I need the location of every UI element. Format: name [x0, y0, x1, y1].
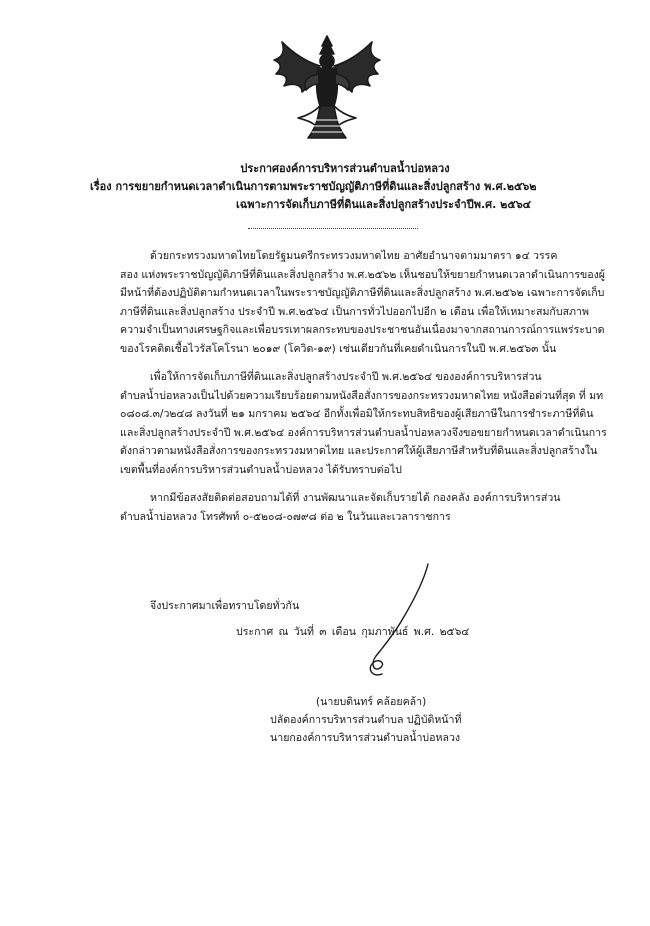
- signer-position: นายกองค์การบริหารส่วนตำบลน้ำบ่อหลวง: [270, 732, 461, 744]
- paragraph-line: ตำบลน้ำบ่อหลวงเป็นไปด้วยความเรียบร้อยตามหนังสือสั่งการของกระทรวงมหาดไทย หนังสือด่วนที่สุด ที่ มท: [120, 389, 604, 402]
- announcement-subject: เรื่อง การขยายกำหนดเวลาดำเนินการตามพระราชบัญญัติภาษีที่ดินและสิ่งปลูกสร้าง พ.ศ.๒๕๖๒: [90, 180, 537, 193]
- paragraph-line: หากมีข้อสงสัยติดต่อสอบถามได้ที่ งานพัฒนาและจัดเก็บรายได้ กองคลัง องค์การบริหารส่วน: [150, 492, 561, 504]
- announcement-date: ประกาศ ณ วันที่ ๓ เดือน กุมภาพันธ์ พ.ศ. ๒๕๖๔: [236, 626, 470, 638]
- paragraph-line: ภาษีที่ดินและสิ่งปลูกสร้าง ประจำปี พ.ศ.๒๕๖๔ เป็นการทั่วไปออกไปอีก ๒ เดือน เพื่อให้เหมาะสมกับสภาพ: [120, 305, 589, 318]
- paragraph-line: ด้วยกระทรวงมหาดไทยโดยรัฐมนตรีกระทรวงมหาดไทย อาศัยอำนาจตามมาตรา ๑๔ วรรค: [150, 250, 558, 262]
- announcement-org-title: ประกาศองค์การบริหารส่วนตำบลน้ำบ่อหลวง: [240, 162, 450, 175]
- signer-block: [270, 693, 590, 747]
- paragraph-line: ๐๘๐๘.๓/ว๒๔๘ ลงวันที่ ๒๑ มกราคม ๒๕๖๔ อีกทั้งเพื่อมิให้กระทบสิทธิของผู้เสียภาษีในการชำระภาษีที่ดิน: [120, 408, 594, 420]
- handwritten-signature: [340, 560, 450, 690]
- garuda-emblem-icon: [272, 34, 382, 142]
- paragraph-3: [120, 489, 561, 526]
- paragraph-line: ตำบลน้ำบ่อหลวง โทรศัพท์ ๐-๕๒๐๘-๐๗๙๘ ต่อ ๒ ในวันและเวลาราชการ: [120, 510, 451, 523]
- paragraph-line: สอง แห่งพระราชบัญญัติภาษีที่ดินและสิ่งปลูกสร้าง พ.ศ.๒๕๖๒ เห็นชอบให้ขยายกำหนดเวลาดำเนินการของผู้: [120, 268, 605, 281]
- signer-position: ปลัดองค์การบริหารส่วนตำบล ปฏิบัติหน้าที่: [270, 714, 462, 726]
- announcement-subject-line2: เฉพาะการจัดเก็บภาษีที่ดินและสิ่งปลูกสร้างประจำปีพ.ศ. ๒๕๖๔: [236, 198, 532, 211]
- paragraph-line: เพื่อให้การจัดเก็บภาษีที่ดินและสิ่งปลูกสร้างประจำปี พ.ศ.๒๕๖๔ ขององค์การบริหารส่วน: [150, 371, 542, 383]
- paragraph-2: [120, 368, 607, 479]
- paragraph-line: ของโรคติดเชื้อไวรัสโคโรนา ๒๐๑๙ (โควิด-๑๙) เช่นเดียวกันที่เคยดำเนินการในปี พ.ศ.๒๕๖๓ นั้น: [120, 342, 557, 355]
- paragraph-line: ความจำเป็นทางเศรษฐกิจและเพื่อบรรเทาผลกระทบของประชาชนอันเนื่องมาจากสถานการณ์การแพร่ระบาด: [120, 324, 605, 336]
- paragraph-1: [120, 247, 605, 358]
- signer-name: (นายบดินทร์ คล้อยคล้า): [316, 696, 427, 708]
- closing-statement: จึงประกาศมาเพื่อทราบโดยทั่วกัน: [150, 600, 300, 612]
- announcement-header: [90, 160, 600, 214]
- paragraph-line: และสิ่งปลูกสร้างประจำปี พ.ศ.๒๕๖๔ องค์การบริหารส่วนตำบลน้ำบ่อหลวงจึงขอขยายกำหนดเวลาดำเนินการ: [120, 426, 607, 439]
- header-separator: [248, 228, 418, 229]
- announcement-body: [120, 247, 607, 536]
- paragraph-line: ดังกล่าวตามหนังสือสั่งการของกระทรวงมหาดไทย และประกาศให้ผู้เสียภาษีสำหรับที่ดินและสิ่งปลูกสร้างใน: [120, 445, 598, 457]
- paragraph-line: มีหน้าที่ต้องปฏิบัติตามกำหนดเวลาในพระราชบัญญัติภาษีที่ดินและสิ่งปลูกสร้าง พ.ศ.๒๕๖๒ เฉพาะการจัดเก็บ: [120, 287, 605, 299]
- paragraph-line: เขตพื้นที่องค์การบริหารส่วนตำบลน้ำบ่อหลวง ได้รับทราบต่อไป: [120, 463, 402, 476]
